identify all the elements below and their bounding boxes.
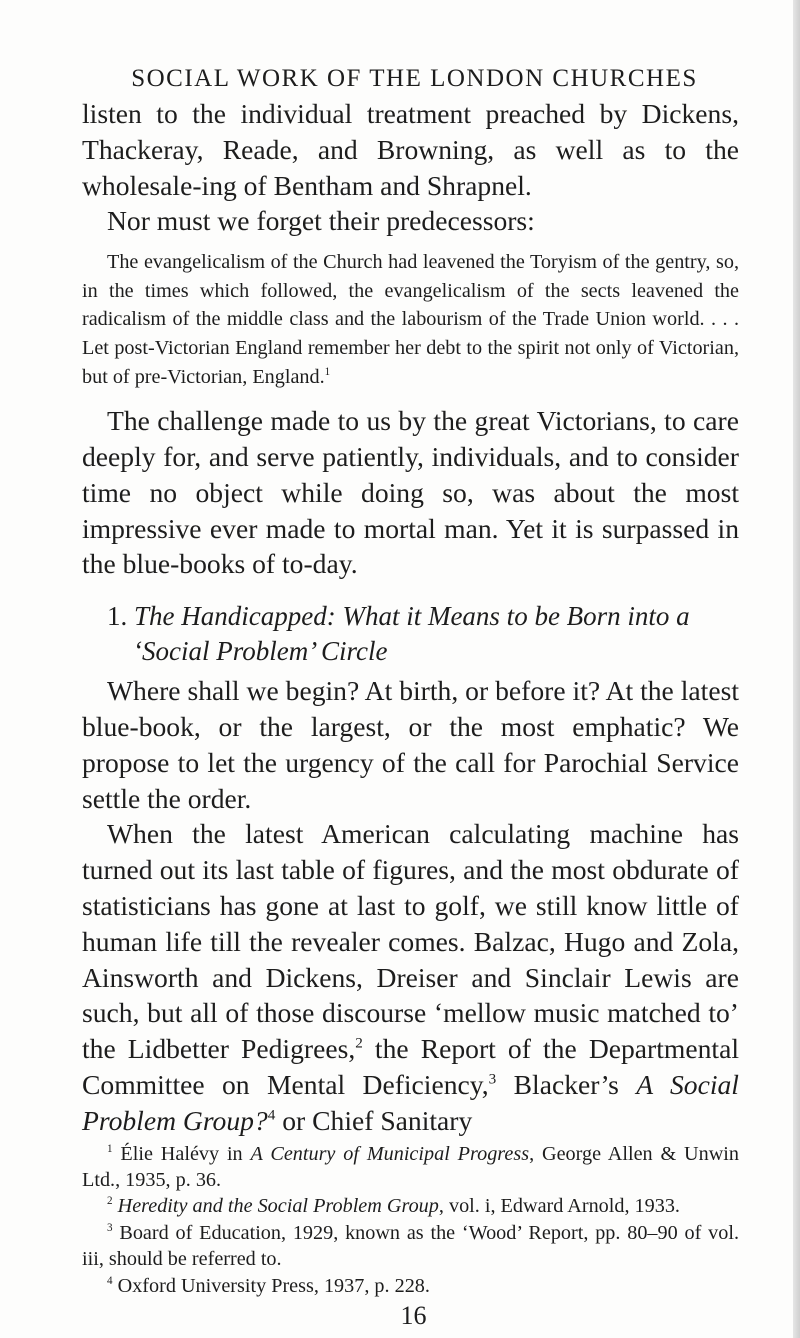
quote-text [82,248,739,391]
footnote-title: A Century of Municipal Progress [250,1142,530,1165]
footnote-ref-4: 4 [267,1106,276,1124]
footnote-4 [82,1273,739,1299]
footnote-number: 1 [107,1142,113,1155]
block-quote [82,248,739,391]
paragraph-2: Nor must we forget their predecessors: [107,205,535,237]
section-number: 1. [107,601,128,632]
footnote-ref-3: 3 [488,1070,497,1088]
section-title-1: The Handicapped: What it Means to be Born into a [134,601,690,632]
footnote-ref-1: 1 [324,365,331,378]
paragraph-3: The challenge made to us by the great Victorians, to care deeply for, and serve patiently, individuals, and to consider time no object while doing so, was about the most impressive ever made to mortal man. Yet it is surpassed in the blue-books of to-day. [82,405,739,580]
footnote-number: 4 [107,1274,113,1287]
page-number: 16 [400,1300,427,1330]
section-heading [82,599,739,669]
footnote-1 [82,1141,739,1194]
footnote-title: Heredity and the Social Problem Group [117,1195,439,1218]
paragraph-5 [82,816,739,1138]
footnote-number: 3 [107,1221,113,1234]
p5-b: the Report of the Departmental Committee on Mental Deficiency, [82,1033,739,1100]
footnote-text: , George Allen & Unwin Ltd., 1935, p. 36. [82,1142,740,1191]
footnotes [82,1141,739,1299]
p5-title: A Social Problem Group? [82,1068,739,1136]
paragraph-1: listen to the individual treatment preached by Dickens, Thackeray, Reade, and Browning, as well as to the wholesale-ing of Bentham and Shrapnel. [82,98,739,201]
p5-a: When the latest American calculating machine has turned out its last table of figures, and the most obdurate of statisticians has gone at last to golf, we still know little of human life till the revealer comes. Balzac, Hugo and Zola, Ainsworth and Dickens, Dreiser and Sinclair Lewis are such, but all of those discourse ‘mellow music matched to’ the Lidbetter Pedigrees, [82,818,739,1065]
paragraph-4: Where shall we begin? At birth, or before it? At the latest blue-book, or the largest, or the most emphatic? We propose to let the urgency of the call for Parochial Service settle the order. [82,675,739,814]
footnote-text: , vol. i, Edward Arnold, 1933. [438,1195,680,1218]
footnote-2 [82,1193,739,1219]
footnote-text: Élie Halévy in [112,1142,251,1165]
footnote-text: Oxford University Press, 1937, p. 228. [112,1274,430,1297]
p5-d: or Chief Sanitary [275,1104,473,1136]
footnote-ref-2: 2 [355,1034,363,1052]
footnote-number: 2 [107,1195,113,1208]
section-title-2: ‘Social Problem’ Circle [133,636,388,667]
page-edge [793,0,800,1338]
footnote-3 [82,1220,739,1273]
running-head: SOCIAL WORK OF THE LONDON CHURCHES [131,65,698,92]
section-heading-line-1 [82,599,739,634]
footnote-text: Board of Education, 1929, known as the ‘Wood’ Report, pp. 80–90 of vol. iii, should be referred to. [82,1221,739,1271]
p5-c: Blacker’s [496,1068,637,1100]
quote-body: The evangelicalism of the Church had leavened the Toryism of the gentry, so, in the times which followed, the evangelicalism of the sects leavened the radicalism of the middle class and the labourism of the Trade Union world. . . . Let post-Victorian England remember her debt to the spirit not only of Victorian, but of pre-Victorian, England. [82,251,739,388]
page [82,62,739,1331]
